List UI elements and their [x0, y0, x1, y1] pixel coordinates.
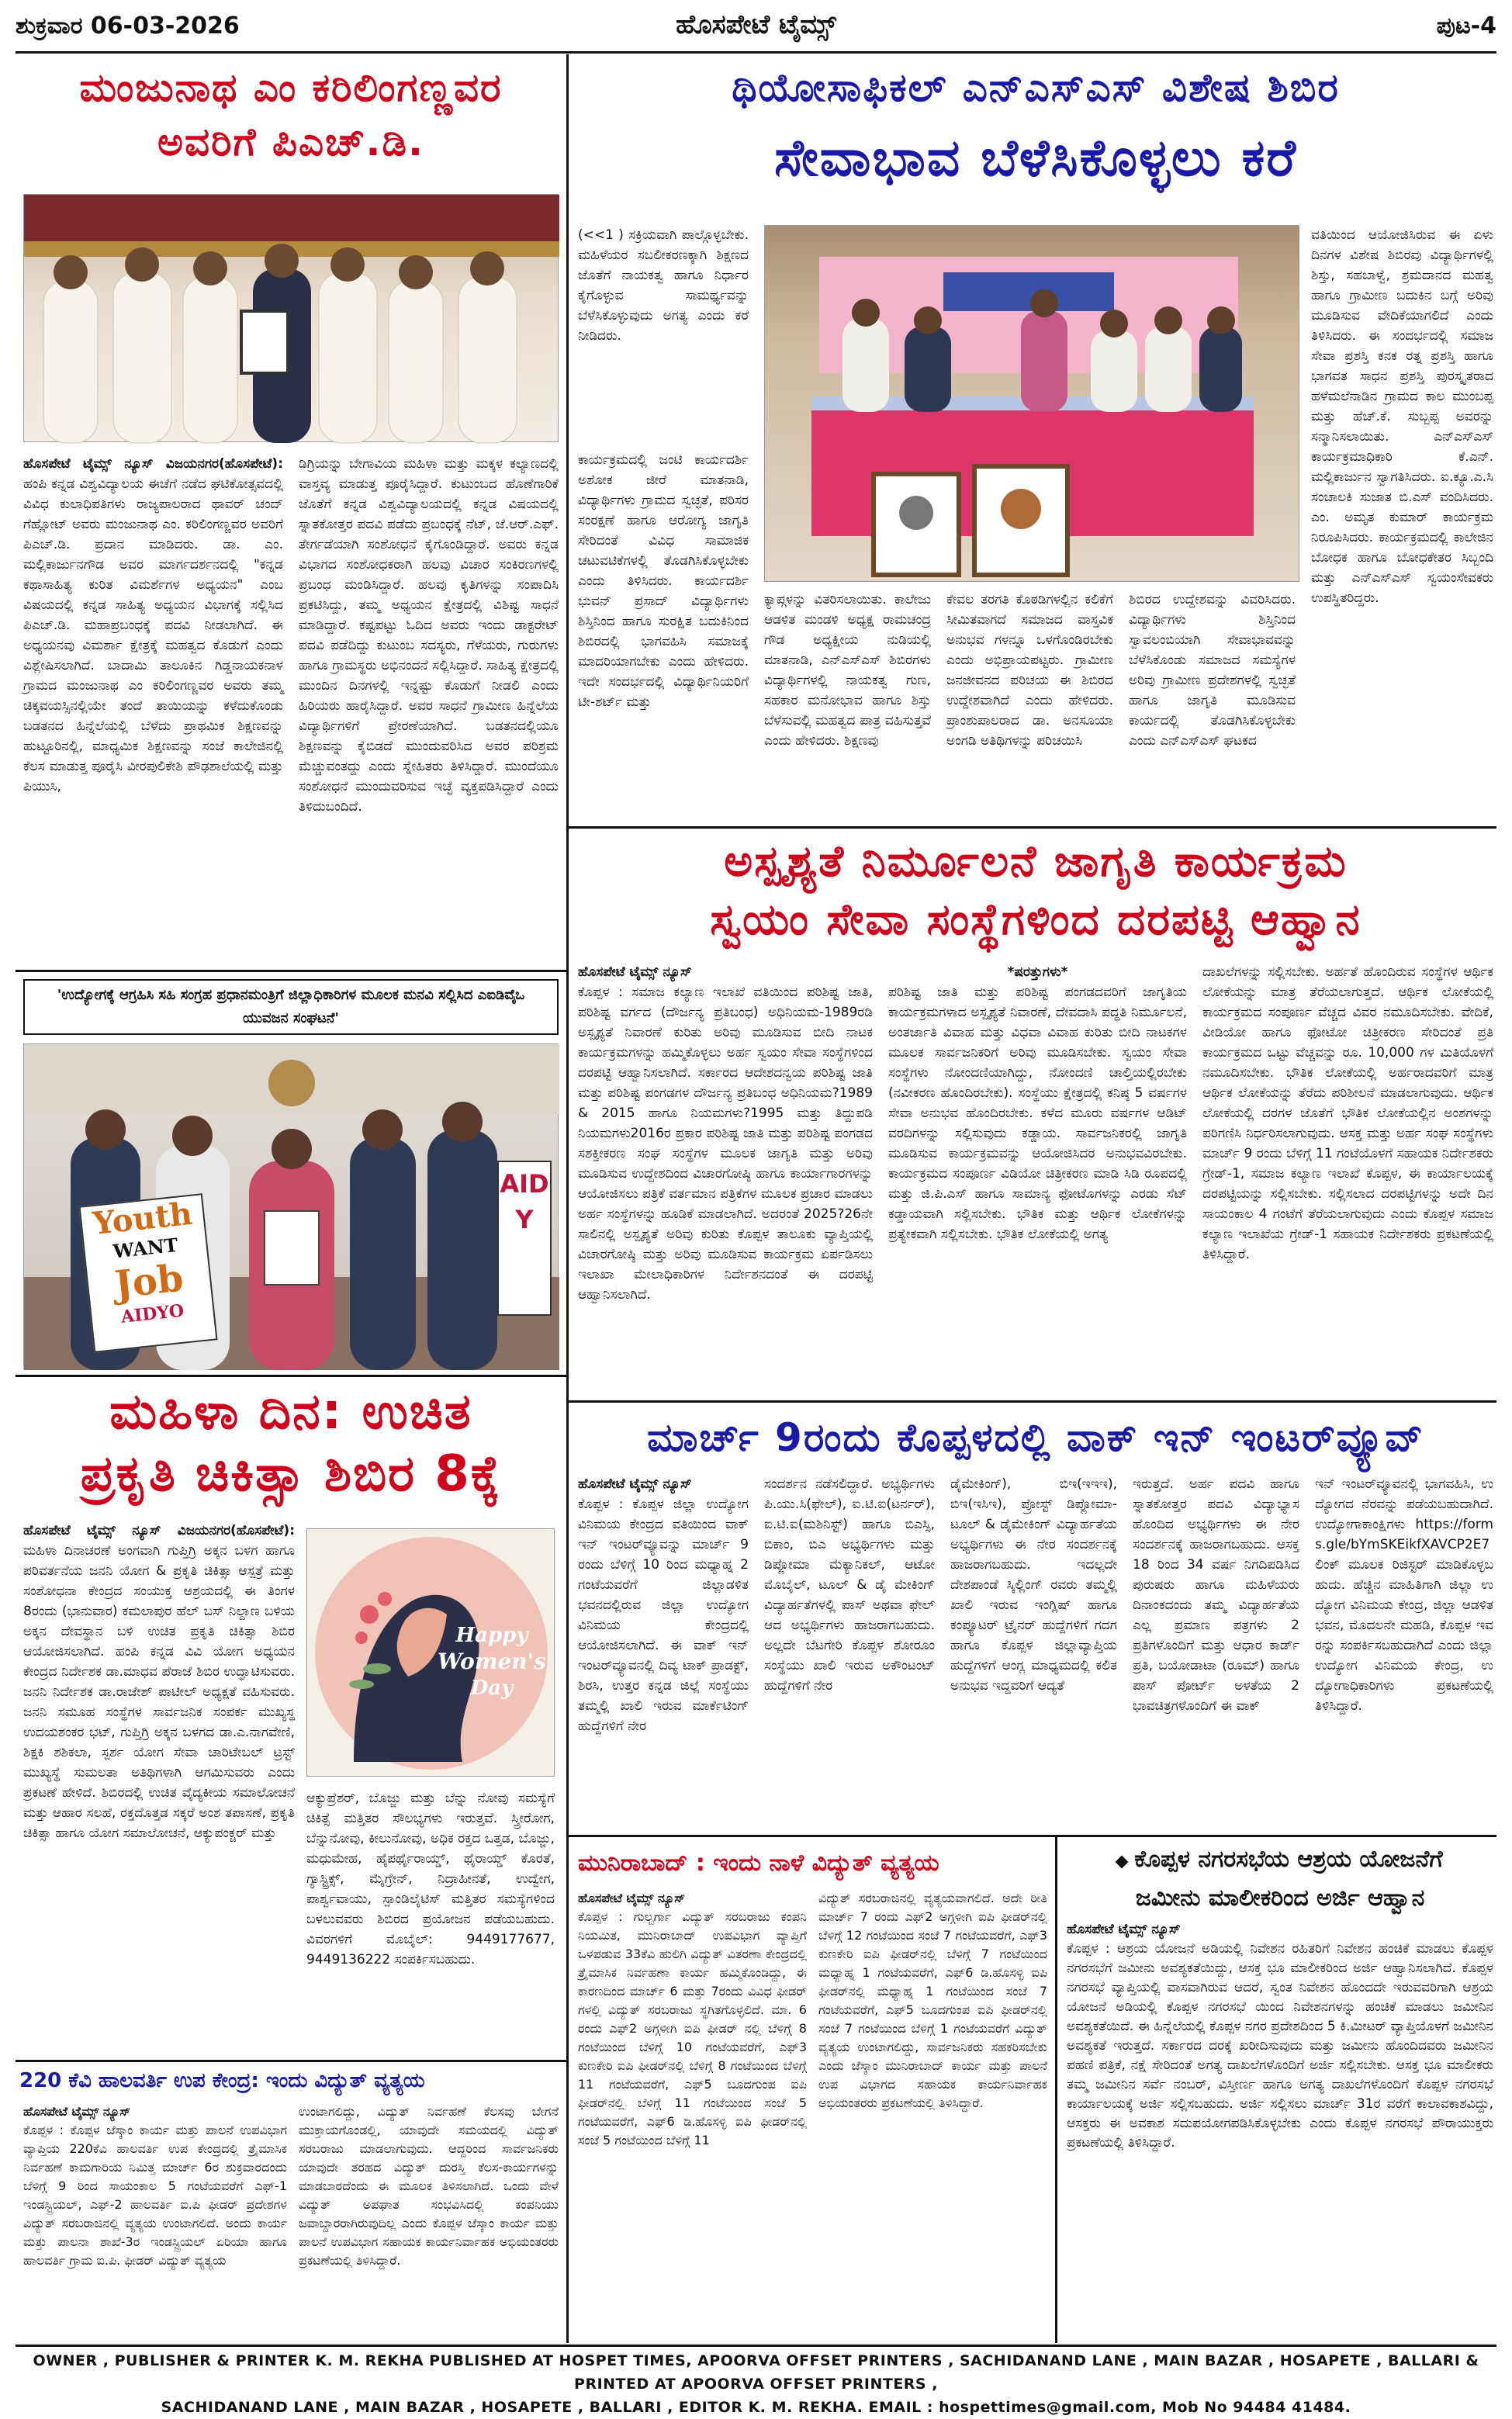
walkin-headline: ಮಾರ್ಚ್ 9ರಂದು ಕೊಪ್ಪಳದಲ್ಲಿ ವಾಕ್ ಇನ್ ಇಂಟರ್‌ವ್ಯೂವ್	[647, 1415, 1424, 1460]
phd-headline-2: ಅವರಿಗೆ ಪಿಎಚ್.ಡಿ.	[157, 119, 424, 164]
theosophical-lead: (<<1 ) ಸಕ್ರಿಯವಾಗಿ ಪಾಲ್ಗೊಳ್ಳಬೇಕು. ಮಹಿಳೆಯರ ಸಬಲೀಕರಣಕ್ಕಾಗಿ ಶಿಕ್ಷಣದ ಜೊತೆಗೆ ನಾಯಕತ್ವ ಹಾಗೂ ನಿರ್ಧಾರ ಕೈಗೊಳ್ಳುವ ಸಾಮರ್ಥ್ಯವನ್ನು ಬೆಳೆಸಿಕೊಳ್ಳುವುದು ಅಗತ್ಯ ಎಂದು ಕರೆ ನೀಡಿದರು.	[578, 227, 749, 344]
womens-day-card	[306, 1528, 555, 1777]
walkin-byline: ಹೊಸಪೇಟೆ ಟೈಮ್ಸ್ ನ್ಯೂಸ್	[578, 1476, 692, 1492]
munirabad-headline: ಮುನಿರಾಬಾದ್ : ಇಂದು ನಾಳೆ ವಿದ್ಯುತ್ ವ್ಯತ್ಯಯ	[578, 1850, 939, 1877]
youth-want-job-placard	[79, 1193, 218, 1353]
phd-story-col1	[23, 454, 283, 966]
theosophical-col1: ಕಾರ್ಯಕ್ರಮದಲ್ಲಿ ಜಂಟಿ ಕಾರ್ಯದರ್ಶಿ ಅಶೋಕ ಜೀರೆ ಮಾತನಾಡಿ, ವಿದ್ಯಾರ್ಥಿಗಳು ಗ್ರಾಮದ ಸ್ವಚ್ಛತೆ, ಪರಿಸರ ಸಂರಕ್ಷಣೆ ಹಾಗೂ ಆರೋಗ್ಯ ಜಾಗೃತಿ ಸೇರಿದಂತೆ ವಿವಿಧ ಸಾಮಾಜಿಕ ಚಟುವಟಿಕೆಗಳಲ್ಲಿ ತೊಡಗಿಸಿಕೊಳ್ಳಬೇಕು ಎಂದು ತಿಳಿಸಿದರು. ಕಾರ್ಯದರ್ಶಿ ಭುವನ್ ಪ್ರಸಾದ್ ವಿದ್ಯಾರ್ಥಿಗಳು ಶಿಸ್ತಿನಿಂದ ಹಾಗೂ ಸುರಕ್ಷಿತ ಬದುಕಿನಿಂದ ಶಿಬಿರದಲ್ಲಿ ಭಾಗವಹಿಸಿ ಸಮಾಜಕ್ಕೆ ಮಾದರಿಯಾಗಬೇಕು ಎಂದು ಹೇಳಿದರು. ಇದೇ ಸಂದರ್ಭದಲ್ಲಿ ವಿದ್ಯಾರ್ಥಿನಿಯರಿಗೆ ಟೀ-ಶರ್ಟ್ ಮತ್ತು	[578, 452, 749, 710]
phd-body-1: ಹಂಪಿ ಕನ್ನಡ ವಿಶ್ವವಿದ್ಯಾಲಯ ಈಚೆಗೆ ನಡೆದ ಘಟಿಕೋತ್ಸವದಲ್ಲಿ ವಿವಿಧ ಕುಲಾಧಿಪತಿಗಳು ರಾಜ್ಯಪಾಲರಾದ ಥಾವರ್ ಚಂದ್ ಗೆಹ್ಲೋಟ್ ಅವರು ಮಂಜುನಾಥ ಎಂ. ಕರಿಲಿಂಗಣ್ಣವರ ಅವರಿಗೆ ಪಿಎಚ್.ಡಿ. ಪ್ರದಾನ ಮಾಡಿದರು. ಡಾ. ಎಂ. ಮಲ್ಲಿಕಾರ್ಜುನಗೌಡ ಅವರ ಮಾರ್ಗದರ್ಶನದಲ್ಲಿ "ಕನ್ನಡ ಕಥಾಸಾಹಿತ್ಯ ಕುರಿತ ವಿಮರ್ಶೆಗಳ ಅಧ್ಯಯನ" ಎಂಬ ವಿಷಯದಲ್ಲಿ ಕನ್ನಡ ಸಾಹಿತ್ಯ ಅಧ್ಯಯನ ವಿಭಾಗಕ್ಕೆ ಸಲ್ಲಿಸಿದ ಪಿಎಚ್.ಡಿ. ಮಹಾಪ್ರಬಂಧಕ್ಕೆ ಪದವಿ ನೀಡಲಾಗಿದೆ. ಈ ಅಧ್ಯಯನವು ವಿಮರ್ಶಾ ಕ್ಷೇತ್ರಕ್ಕೆ ಮಹತ್ವದ ಕೊಡುಗೆ ಎಂದು ವಿಶ್ಲೇಷಿಸಲಾಗಿದೆ. ಬಾದಾಮಿ ತಾಲೂಕಿನ ಗಿಡ್ಡನಾಯಕನಾಳ ಗ್ರಾಮದ ಮಂಜುನಾಥ ಎಂ ಕರಿಲಿಂಗಣ್ಣವರ ಅವರು ತಮ್ಮ ಚಿಕ್ಕವಯಸ್ಸಿನಲ್ಲಿಯೇ ತಂದೆ ತಾಯಿಯನ್ನು ಕಳೆದುಕೊಂಡು ಬಡತನದ ಹಿನ್ನೆಲೆಯಲ್ಲಿ ಬೆಳೆದು ಪ್ರಾಥಮಿಕ ಶಿಕ್ಷಣವನ್ನು ಹುಟ್ಟೂರಿನಲ್ಲಿ, ಮಾಧ್ಯಮಿಕ ಶಿಕ್ಷಣವನ್ನು ಸಂಜೆ ಕಾಲೇಜಿನಲ್ಲಿ ಕೆಲಸ ಮಾಡುತ್ತ ಪೂರೈಸಿ ವೀರಪುಲಿಕೇಶಿ ಪೌಢಶಾಲೆಯಲ್ಲಿ ಮತ್ತು ಪಿಯುಸಿ,	[23, 476, 283, 794]
untouch-col1	[578, 962, 873, 1396]
untouch-col2	[888, 962, 1187, 1396]
theosophical-col5: ವತಿಯಿಂದ ಆಯೋಜಿಸಿರುವ ಈ ಏಳು ದಿನಗಳ ವಿಶೇಷ ಶಿಬಿರವು ವಿದ್ಯಾರ್ಥಿಗಳಲ್ಲಿ ಶಿಸ್ತು, ಸಹಬಾಳ್ವೆ, ಶ್ರಮದಾನದ ಮಹತ್ವ ಹಾಗೂ ಗ್ರಾಮೀಣ ಬದುಕಿನ ಬಗ್ಗೆ ಅರಿವು ಮೂಡಿಸುವ ವೇದಿಕೆಯಾಗಲಿದೆ ಎಂದು ತಿಳಿಸಿದರು. ಈ ಸಂದರ್ಭದಲ್ಲಿ ಸಮಾಜ ಸೇವಾ ಪ್ರಶಸ್ತಿ ಕನಕ ರತ್ನ ಪ್ರಶಸ್ತಿ ಹಾಗೂ ಭಾಗವತ ಸಾಧನ ಪ್ರಶಸ್ತಿ ಪುರಸ್ಕೃತರಾದ ಹಳೆಮಲೆನಾಡಿನ ಗ್ರಾಮದ ಕಾಲ ಮುಂಬಪ್ಪ ಮತ್ತು ಹೆಚ್.ಕೆ. ಸುಬ್ಬಪ್ಪ ಅವರನ್ನು ಸನ್ಮಾನಿಸಲಾಯಿತು. ಎನ್ಎಸ್ಎಸ್ ಕಾರ್ಯಕ್ರಮಾಧಿಕಾರಿ ಕೆ.ಎನ್. ಮಲ್ಲಿಕಾರ್ಜುನ ಸ್ವಾಗತಿಸಿದರು. ಐ.ಕ್ಯೂ.ಎ.ಸಿ ಸಂಚಾಲಕಿ ಸುಜಾತ ಬಿ.ಎಸ್ ವಂದಿಸಿದರು. ಎಂ. ಅಮೃತ ಕುಮಾರ್ ಕಾರ್ಯಕ್ರಮ ನಿರೂಪಿಸಿದರು. ಕಾರ್ಯಕ್ರಮದಲ್ಲಿ ಕಾಲೇಜಿನ ಬೋಧಕ ಹಾಗೂ ಬೋಧಕೇತರ ಸಿಬ್ಬಂದಿ ಮತ್ತು ಎನ್ಎಸ್ಎಸ್ ಸ್ವಯಂಸೇವಕರು ಉಪಸ್ಥಿತರಿದ್ದರು.	[1311, 227, 1493, 606]
theosophical-headline-1: ಥಿಯೋಸಾಫಿಕಲ್ ಎನ್ಎಸ್ಎಸ್ ವಿಶೇಷ ಶಿಬಿರ	[732, 65, 1340, 110]
womensday-col2: ಆಕ್ಯುಪ್ರೆಶರ್, ಬೊಜ್ಜು ಮತ್ತು ಬೆನ್ನು ನೋವು ಸಮಸ್ಯೆಗೆ ಚಿಕಿತ್ಸೆ ಮತ್ತಿತರ ಸೌಲಭ್ಯಗಳು ಇರುತ್ತವೆ. ಸ್ತ್ರೀರೋಗ, ಬೆನ್ನುನೋವು, ಕೀಲುನೋವು, ಅಧಿಕ ರಕ್ತದ ಒತ್ತಡ, ಬೊಜ್ಜು, ಮಧುಮೇಹ, ಹೈಪರ್ಥೈರಾಯ್ಡ್, ಥೈರಾಯ್ಡ್ ಕೊರತೆ, ಗ್ಯಾಸ್ಟ್ರಿಕ್ಸ್, ಮೈಗ್ರೇನ್, ನಿದ್ರಾಹೀನತೆ, ಉದ್ವೇಗ, ಪಾರ್ಶ್ವವಾಯು, ಸ್ಪಾಂಡಿಲೈಟಿಸ್ ಮತ್ತಿತರ ಸಮಸ್ಯೆಗಳಿಂದ ಬಳಲುವವರು ಶಿಬಿರದ ಪ್ರಯೋಜನ ಪಡೆಯಬಹುದು. ವಿವರಗಳಿಗೆ ಮೊಬೈಲ್: 9449177677, 9449136222 ಸಂಪರ್ಕಿಸಬಹುದು.	[306, 1791, 555, 1967]
walkin-col2: ಸಂದರ್ಶನ ನಡೆಸಲಿದ್ದಾರೆ. ಅಭ್ಯರ್ಥಿಗಳು ಪಿ.ಯು.ಸಿ(ಫೇಲ್), ಐ.ಟಿ.ಐ(ಟರ್ನರ್), ಐ.ಟಿ.ಐ(ಮಶಿನಿಸ್ಟ್) ಹಾಗೂ ಬಿಎಸ್ಸಿ, ಬಿಕಾಂ, ಬಿಎ ಅಭ್ಯರ್ಥಿಗಳು ಮತ್ತು ಡಿಪ್ಲೋಮಾ ಮೆಕ್ಯಾನಿಕಲ್, ಆಟೋ ಮೊಬೈಲ್, ಟೂಲ್ & ಡೈ ಮೇಕಿಂಗ್ ವಿದ್ಯಾರ್ಹತೆಗಳಲ್ಲಿ ಪಾಸ್ ಅಥವಾ ಫೇಲ್ ಆದ ಅಭ್ಯರ್ಥಿಗಳು ಹಾಜರಾಗಬಹುದು. ಅಲ್ಲದೇ ಬೆಟಗೇರಿ ಕೊಪ್ಪಳ ಶೋರೂಂ ಸಂಸ್ಥೆಯು ಖಾಲಿ ಇರುವ ಅಕೌಂಟಂಟ್ ಹುದ್ದೆಗಳಿಗೆ ನೇರ	[764, 1476, 935, 1694]
aidyo-caption: 'ಉದ್ಯೋಗಕ್ಕೆ ಆಗ್ರಹಿಸಿ ಸಹಿ ಸಂಗ್ರಹ ಪ್ರಧಾನಮಂತ್ರಿಗೆ ಜಿಲ್ಲಾಧಿಕಾರಿಗಳ ಮೂಲಕ ಮನವಿ ಸಲ್ಲಿಸಿದ ಎಐಡಿವೈಒ ಯುವಜನ ಸಂಘಟನೆ'	[23, 979, 559, 1035]
theosophical-col2: ಕ್ಯಾಪ್ಗಳನ್ನು ವಿತರಿಸಲಾಯಿತು. ಕಾಲೇಜು ಆಡಳಿತ ಮಂಡಳಿ ಅಧ್ಯಕ್ಷ ರಾಮಚಂದ್ರ ಗೌಡ ಅಧ್ಯಕ್ಷೀಯ ನುಡಿಯಲ್ಲಿ ಮಾತನಾಡಿ, ಎನ್ಎಸ್ಎಸ್ ಶಿಬಿರಗಳು ವಿದ್ಯಾರ್ಥಿಗಳಲ್ಲಿ ನಾಯಕತ್ವ ಗುಣ, ಸಹಕಾರ ಮನೋಭಾವ ಹಾಗೂ ಶಿಸ್ತು ಬೆಳೆಸುವಲ್ಲಿ ಮಹತ್ವದ ಪಾತ್ರ ವಹಿಸುತ್ತವೆ ಎಂದು ಹೇಳಿದರು. ಶಿಕ್ಷಣವು	[764, 592, 931, 749]
column-divider-lower	[566, 1373, 569, 2343]
womensday-headline-2: ಪ್ರಕೃತಿ ಚಿಕಿತ್ಸಾ ಶಿಬಿರ 8ಕ್ಕೆ	[80, 1445, 502, 1503]
placard-side: AIDY	[497, 1161, 552, 1316]
theosophical-col4: ಶಿಬಿರದ ಉದ್ದೇಶವನ್ನು ವಿವರಿಸಿದರು. ವಿದ್ಯಾರ್ಥಿಗಳು ಶಿಸ್ತಿನಿಂದ ಸ್ವಾವಲಂಬಿಯಾಗಿ ಸೇವಾಭಾವವನ್ನು ಬೆಳೆಸಿಕೊಂಡು ಸಮಾಜದ ಸಮಸ್ಯೆಗಳ ಅರಿವು ಗ್ರಾಮೀಣ ಪ್ರದೇಶಗಳಲ್ಲಿ ಸ್ವಚ್ಛತೆ ಹಾಗೂ ಜಾಗೃತಿ ಮೂಡಿಸುವ ಕಾರ್ಯದಲ್ಲಿ ತೊಡಗಿಸಿಕೊಳ್ಳಬೇಕು ಎಂದು ಎನ್ಎಸ್ಎಸ್ ಘಟಕದ	[1129, 592, 1296, 749]
substation-headline: 220 ಕೆವಿ ಹಾಲವರ್ತಿ ಉಪ ಕೇಂದ್ರ: ಇಂದು ವಿದ್ಯುತ್ ವ್ಯತ್ಯಯ	[19, 2069, 425, 2092]
walkin-col1	[578, 1474, 749, 1831]
munirabad-byline: ಹೊಸಪೇಟೆ ಟೈಮ್ಸ್ ನ್ಯೂಸ್	[578, 1891, 685, 1905]
munirabad-col2: ವಿದ್ಯುತ್ ಸರಬರಾಜಿನಲ್ಲಿ ವ್ಯತ್ಯಯವಾಗಲಿದೆ. ಅದೇ ರೀತಿ ಮಾರ್ಚ್ 7 ರಂದು ಎಫ್2 ಅಗ್ಗಳೀಗಿ ಐಪಿ ಫೀಡರ್‌ನಲ್ಲಿ ಬೆಳಿಗ್ಗೆ 12 ಗಂಟೆಯಿಂದ ಸಂಜೆ 7 ಗಂಟೆಯವರೆಗೆ, ಎಫ್3 ಕುಣಕೇರಿ ಐಪಿ ಫೀಡರ್‌ನಲ್ಲಿ ಬೆಳಿಗ್ಗೆ 7 ಗಂಟೆಯಿಂದ ಮಧ್ಯಾಹ್ನ 1 ಗಂಟೆಯವರೆಗೆ, ಎಫ್6 ಡಿ.ಹೊಸಳ್ಳಿ ಐಪಿ ಫೀಡರ್‌ನಲ್ಲಿ ಮಧ್ಯಾಹ್ನ 1 ಗಂಟೆಯಿಂದ ಸಂಜೆ 7 ಗಂಟೆಯವರೆಗೆ, ಎಫ್5 ಬೂದಗುಂಪ ಐಪಿ ಫೀಡರ್‌ನಲ್ಲಿ ಸಂಜೆ 7 ಗಂಟೆಯಿಂದ ಬೆಳಿಗ್ಗೆ 1 ಗಂಟೆಯವರೆಗೆ ವಿದ್ಯುತ್ ವ್ಯತ್ಯಯ ಉಂಟಾಗಲಿದ್ದು, ಸಾರ್ವಜನಿಕರು ಸಹಕರಿಸಬೇಕು ಎಂದು ಜೆಸ್ಕಾಂ ಮುನಿರಾಬಾದ್ ಕಾರ್ಯ ಮತ್ತು ಪಾಲನೆ ಉಪ ವಿಭಾಗದ ಸಹಾಯಕ ಕಾರ್ಯನಿರ್ವಾಹಕ ಅಭಿಯಂತರರು ಪ್ರಕಟಣೆಯಲ್ಲಿ ತಿಳಿಸಿದ್ದಾರೆ.	[818, 1891, 1047, 2110]
ashraya-headline-2: ಜಮೀನು ಮಾಲೀಕರಿಂದ ಅರ್ಜಿ ಆಹ್ವಾನ	[1135, 1884, 1425, 1912]
placard-job: Job	[112, 1256, 185, 1307]
rule-womensday	[16, 2060, 566, 2062]
ashraya-body	[1067, 1920, 1493, 2343]
substation-byline: ಹೊಸಪೇಟೆ ಟೈಮ್ಸ್ ನ್ಯೂಸ್	[23, 2104, 130, 2119]
walkin-col3: ಡೈಮೇಕಿಂಗ್), ಬಿಇ(ಇಇಇ), ಬಿಇ(ಇಸಿಇ), ಪ್ರೋಸ್ಟ್ ಡಿಪ್ಲೋಮಾ-ಟೂಲ್ & ಡೈಮೇಕಿಂಗ್ ವಿದ್ಯಾರ್ಹತೆಯ ಅಭ್ಯರ್ಥಿಗಳು ಈ ನೇರ ಸಂದರ್ಶನಕ್ಕೆ ಹಾಜರಾಗಬಹುದು. ಇದಲ್ಲದೇ ದೇಶಪಾಂಡೆ ಸ್ಕಿಲ್ಲಿಂಗ್ ರವರು ತಮ್ಮಲ್ಲಿ ಖಾಲಿ ಇರುವ ಇಂಗ್ಲಿಷ್ ಹಾಗೂ ಕಂಪ್ಯೂಟರ್ ಟ್ರೈನರ್ ಹುದ್ದೆಗಳಿಗೆ ಗದಗ ಹಾಗೂ ಕೊಪ್ಪಳ ಜಿಲ್ಲಾವ್ಯಾಪ್ತಿಯ ಹುದ್ದೆಗಳಿಗೆ ಆಂಗ್ಲ ಮಾಧ್ಯಮದಲ್ಲಿ ಕಲಿತ ಅನುಭವ ಇದ್ದವರಿಗೆ ಆದ್ಯತೆ	[950, 1476, 1117, 1694]
masthead	[16, 8, 1496, 48]
phd-headline-1: ಮಂಜುನಾಥ ಎಂ ಕರಿಲಿಂಗಣ್ಣವರ	[79, 65, 503, 110]
womensday-byline: ಹೊಸಪೇಟೆ ಟೈಮ್ಸ್ ನ್ಯೂಸ್ ವಿಜಯನಗರ(ಹೊಸಪೇಟೆ):	[23, 1523, 295, 1538]
lower-right-divider	[1055, 1837, 1057, 2343]
card-line-day: Day	[470, 1677, 514, 1700]
untouch-col3: ದಾಖಲೆಗಳನ್ನು ಸಲ್ಲಿಸಬೇಕು. ಅರ್ಹತೆ ಹೊಂದಿರುವ ಸಂಸ್ಥೆಗಳ ಆರ್ಥಿಕ ಲೋಕೆಯನ್ನು ಮಾತ್ರ ತೆರೆಯಲಾಗುತ್ತದೆ. ಆರ್ಥಿಕ ಲೋಕೆಯಲ್ಲಿ ಕಾರ್ಯಕ್ರಮದ ಸಂಪೂರ್ಣ ವೆಚ್ಚದ ವಿವರ ನಮೂದಿಸಬೇಕು. ವೇದಿಕೆ, ವೀಡಿಯೋ ಹಾಗೂ ಫೋಟೋ ಚಿತ್ರೀಕರಣ ಸೇರಿದಂತೆ ಪ್ರತಿ ಕಾರ್ಯಕ್ರಮದ ಒಟ್ಟು ವೆಚ್ಚವನ್ನು ರೂ. 10,000 ಗಳ ಮಿತಿಯೊಳಗೆ ನಮೂದಿಸಬೇಕು. ಭೌತಿಕ ಲೋಕೆಯಲ್ಲಿ ಅರ್ಹರಾದವರಿಗೆ ಮಾತ್ರ ಆರ್ಥಿಕ ಲೋಕೆಯನ್ನು ತೆರೆದು ಪರಿಶೀಲನೆ ಮಾಡಲಾಗುವುದು. ಆರ್ಥಿಕ ಲೋಕೆಯಲ್ಲಿ ದರಗಳ ಜೊತೆಗೆ ಭೌತಿಕ ಲೋಕೆಯಲ್ಲಿನ ಅಂಶಗಳನ್ನು ಪರಿಗಣಿಸಿ ನಿರ್ಧರಿಸಲಾಗುವುದು. ಆಸಕ್ತ ಮತ್ತು ಅರ್ಹ ಸಂಘ ಸಂಸ್ಥೆಗಳು ಮಾರ್ಚ್ 9 ರಂದು ಬೆಳಿಗ್ಗೆ 11 ಗಂಟೆಯೊಳಗೆ ಸಹಾಯಕ ನಿರ್ದೇಶಕರು ಗ್ರೇಡ್-1, ಸಮಾಜ ಕಲ್ಯಾಣ ಇಲಾಖೆ ಕೊಪ್ಪಳ, ಈ ಕಾರ್ಯಾಲಯಕ್ಕೆ ದರಪಟ್ಟಿಯನ್ನು ಸಲ್ಲಿಸಬೇಕು. ಸಲ್ಲಿಸಲಾದ ದರಪಟ್ಟಿಗಳನ್ನು ಅದೇ ದಿನ ಸಾಯಂಕಾಲ 4 ಗಂಟೆಗೆ ತೆರೆಯಲಾಗುವುದು ಎಂದು ಕೊಪ್ಪಳ ಸಮಾಜ ಕಲ್ಯಾಣ ಇಲಾಖೆಯ ಗ್ರೇಡ್-1 ಸಹಾಯಕ ನಿರ್ದೇಶಕರು ಪ್ರಕಟಣೆಯಲ್ಲಿ ತಿಳಿಸಿದ್ದಾರೆ.	[1202, 964, 1493, 1262]
untouch-body-2: ಪರಿಶಿಷ್ಟ ಜಾತಿ ಮತ್ತು ಪರಿಶಿಷ್ಟ ಪಂಗಡದವರಿಗೆ ಜಾಗೃತಿಯ ಕಾರ್ಯಕ್ರಮಗಳಾದ ಅಸ್ಪೃಶ್ಯತೆ ನಿವಾರಣೆ, ದೇವದಾಸಿ ಪದ್ಧತಿ ನಿರ್ಮೂಲನೆ, ಅಂತರ್ಜಾತಿ ವಿವಾಹ ಮತ್ತು ವಿಧವಾ ವಿವಾಹ ಕುರಿತು ಬೀದಿ ನಾಟಕಗಳ ಮೂಲಕ ಸಾರ್ವಜನಿಕರಿಗೆ ಅರಿವು ಮೂಡಿಸಬೇಕು. ಸ್ವಯಂ ಸೇವಾ ಸಂಸ್ಥೆಗಳು ನೋಂದಣಿಯಾಗಿದ್ದು, ನೋಂದಣಿ ಚಾಲ್ತಿಯಲ್ಲಿರಬೇಕು (ನವೀಕರಣ ಹೊಂದಿರಬೇಕು). ಸಂಸ್ಥೆಯು ಕ್ಷೇತ್ರದಲ್ಲಿ ಕನಿಷ್ಠ 5 ವರ್ಷಗಳ ಸೇವಾ ಅನುಭವ ಹೊಂದಿರಬೇಕು. ಕಳೆದ ಮೂರು ವರ್ಷಗಳ ಆಡಿಟ್ ವರದಿಗಳನ್ನು ಸಲ್ಲಿಸುವುದು ಕಡ್ಡಾಯ. ಸಾರ್ವಜನಿಕರಲ್ಲಿ ಜಾಗೃತಿ ಮೂಡಿಸುವ ಕಾರ್ಯಕ್ರಮವನ್ನು ಆಯೋಜಿಸಿದರ ಅನುಭವವಿರಬೇಕು. ಕಾರ್ಯಕ್ರಮದ ಸಂಪೂರ್ಣ ವಿಡಿಯೋ ಚಿತ್ರೀಕರಣ ಮಾಡಿ ಸಿಡಿ ರೂಪದಲ್ಲಿ ಮತ್ತು ಜಿ.ಪಿ.ಎಸ್ ಹಾಗೂ ಸಾಮಾನ್ಯ ಫೋಟೊಗಳನ್ನು ಎರಡು ಸೆಟ್ ಕಡ್ಡಾಯವಾಗಿ ಸಲ್ಲಿಸಬೇಕು. ಭೌತಿಕ ಮತ್ತು ಆರ್ಥಿಕ ಲೋಕೆಗಳನ್ನು ಪ್ರತ್ಯೇಕವಾಗಿ ಸಲ್ಲಿಸಬೇಕು. ಭೌತಿಕ ಲೋಕೆಯಲ್ಲಿ ಅಗತ್ಯ	[888, 985, 1187, 1242]
walkin-body-1: ಕೊಪ್ಪಳ : ಕೊಪ್ಪಳ ಜಿಲ್ಲಾ ಉದ್ಯೋಗ ವಿನಿಮಯ ಕೇಂದ್ರದ ವತಿಯಿಂದ ವಾಕ್ ಇನ್ ಇಂಟರ್‌ವ್ಯೂವನ್ನು ಮಾರ್ಚ್ 9 ರಂದು ಬೆಳಿಗ್ಗೆ 10 ರಿಂದ ಮಧ್ಯಾಹ್ನ 2 ಗಂಟೆಯವರೆಗೆ ಜಿಲ್ಲಾಡಳಿತ ಭವನದಲ್ಲಿರುವ ಜಿಲ್ಲಾ ಉದ್ಯೋಗ ವಿನಿಮಯ ಕೇಂದ್ರದಲ್ಲಿ ಆಯೋಜಿಸಲಾಗಿದೆ. ಈ ವಾಕ್ ಇನ್ ಇಂಟರ್‌ವ್ಯೂವನಲ್ಲಿ ದಿವ್ಯ ಟಾಕ್ ಪ್ರಾಡಕ್ಟ್, ಶಿರಸಿ, ಉತ್ತರ ಕನ್ನಡ ಜಿಲ್ಲೆ ಸಂಸ್ಥೆಯು ತಮ್ಮಲ್ಲಿ ಖಾಲಿ ಇರುವ ಮಾರ್ಕೆಟಿಂಗ್ ಹುದ್ದೆಗಳಿಗೆ ನೇರ	[578, 1497, 749, 1734]
untouch-headline-1: ಅಸ್ಪೃಶ್ಯತೆ ನಿರ್ಮೂಲನೆ ಜಾಗೃತಿ ಕಾರ್ಯಕ್ರಮ	[724, 836, 1348, 887]
theosophical-headline-2: ಸೇವಾಭಾವ ಬೆಳೆಸಿಕೊಳ್ಳಲು ಕರೆ	[774, 128, 1297, 188]
substation-body-1: ಕೊಪ್ಪಳ : ಕೊಪ್ಪಳ ಜೆಸ್ಕಾಂ ಕಾರ್ಯ ಮತ್ತು ಪಾಲನೆ ಉಪವಿಭಾಗ ವ್ಯಾಪ್ತಿಯ 220ಕೆವಿ ಹಾಲವರ್ತಿ ಉಪ ಕೇಂದ್ರದಲ್ಲಿ ತ್ರೈಮಾಸಿಕ ನಿರ್ವಹಣೆ ಕಾಮಗಾರಿಯ ನಿಮಿತ್ತ ಮಾರ್ಚ್ 6ರ ಶುಕ್ರವಾರದಂದು ಬೆಳಿಗ್ಗೆ 9 ರಿಂದ ಸಾಯಂಕಾಲ 5 ಗಂಟೆಯವರೆಗೆ ಎಫ್-1 ಇಂಡಸ್ಟ್ರಿಯಲ್, ಎಫ್-2 ಹಾಲವರ್ತಿ ಐ.ಪಿ ಫೀಡರ್ ಪ್ರದೇಶಗಳ ವಿದ್ಯುತ್ ಸರಬರಾಜಿನಲ್ಲಿ ವ್ಯತ್ಯಯ ಉಂಟಾಗಲಿದೆ. ಅಂದು ಕಾರ್ಯ ಮತ್ತು ಪಾಲನಾ ಶಾಖೆ-3ರ ಇಂಡಸ್ಟ್ರಿಯಲ್ ಏರಿಯಾ ಹಾಗೂ ಹಾಲವರ್ತಿ ಗ್ರಾಮ ಐ.ಪಿ. ಫೀಡರ್ ವಿದ್ಯುತ್ ವ್ಯತ್ಯಯ	[23, 2123, 287, 2268]
imprint-footer	[16, 2349, 1496, 2416]
womensday-body-1: ಮಹಿಳಾ ದಿನಾಚರಣೆ ಅಂಗವಾಗಿ ಗುಪ್ತಿಗ್ರಿ ಅಕ್ಕನ ಬಳಗ ಹಾಗೂ ಪರಿವರ್ತನೆಯ ಜನನಿ ಯೋಗ & ಪ್ರಕೃತಿ ಚಿಕಿತ್ಸಾ ಆಸ್ಪತ್ರೆ ಮತ್ತು ಸಂಶೋಧನಾ ಕೇಂದ್ರದ ಸಂಯುಕ್ತ ಆಶ್ರಯದಲ್ಲಿ ಈ ತಿಂಗಳ 8ರಂದು (ಭಾನುವಾರ) ಕಮಲಾಪುರ ಹೆಲ್ ಬಸ್ ನಿಲ್ದಾಣ ಬಳಿಯ ಅಕ್ಕನ ದೇವಸ್ಥಾನ ಬಳಿ ಉಚಿತ ಪ್ರಕೃತಿ ಚಿಕಿತ್ಸಾ ಶಿಬಿರ ಆಯೋಜಿಸಲಾಗಿದೆ. ಹಂಪಿ ಕನ್ನಡ ವಿವಿ ಯೋಗ ಅಧ್ಯಯನ ಕೇಂದ್ರದ ನಿರ್ದೇಶಕ ಡಾ.ಮಾಧವ ಪೆರಾಜೆ ಶಿಬಿರ ಉದ್ಘಾಟಿಸುವರು. ಜನನಿ ನಿರ್ದೇಶಕ ಡಾ.ರಾಜೇಶ್ ಪಾಟೀಲ್ ಅಧ್ಯಕ್ಷತೆ ವಹಿಸುವರು. ಜನನಿ ಸಮೂಹ ಸಂಸ್ಥೆಗಳ ಸಾರ್ವಜನಿಕ ಸಂಪರ್ಕ ಮುಖ್ಯಸ್ಥ ಉದಯಶಂಕರ ಭಟ್, ಗುಪ್ತಿಗ್ರಿ ಅಕ್ಕನ ಬಳಗದ ಡಾ.ಎ.ನಾಗವೇಣಿ, ಶಿಕ್ಷಕಿ ಶಶಿಕಲಾ, ಸ್ಪರ್ಶ ಯೋಗ ಸೇವಾ ಚಾರಿಟೇಬಲ್ ಟ್ರಸ್ಟ್ ಮುಖ್ಯಸ್ಥೆ ಸುಮಲತಾ ಅತಿಥಿಗಳಾಗಿ ಆಗಮಿಸುವರು ಎಂದು ಪ್ರಕಟಣೆ ಹೇಳಿದೆ. ಶಿಬಿರದಲ್ಲಿ ಉಚಿತ ವೈದ್ಯಕೀಯ ಸಮಾಲೋಚನೆ ಮತ್ತು ಆಹಾರ ಸಲಹೆ, ರಕ್ತದೊತ್ತಡ ಸಕ್ಕರೆ ಅಂಶ ತಪಾಸಣೆ, ಪ್ರಕೃತಿ ಚಿಕಿತ್ಸಾ ಹಾಗೂ ಯೋಗ ಸಮಾಲೋಚನೆ, ಆಕ್ಯುಪಂಕ್ಚರ್ ಮತ್ತು	[23, 1543, 295, 1841]
page-number: ಪುಟ-4	[1436, 12, 1496, 40]
womensday-headline-1: ಮಹಿಳಾ ದಿನ: ಉಚಿತ	[109, 1383, 472, 1441]
substation-col2: ಉಂಟಾಗಲಿದ್ದು, ವಿದ್ಯುತ್ ನಿರ್ವಹಣೆ ಕೆಲಸವು ಬೇಗನೆ ಮುಕ್ತಾಯಗೊಂಡಲ್ಲಿ, ಯಾವುದೇ ಸಮಯದಲ್ಲಿ ವಿದ್ಯುತ್ ಸರಬರಾಜು ಮಾಡಲಾಗುವುದು. ಆದ್ದರಿಂದ ಸಾರ್ವಜನಿಕರು ಯಾವುದೇ ತರಹದ ವಿದ್ಯುತ್ ದುರಸ್ತಿ ಕೆಲಸ-ಕಾರ್ಯಗಳನ್ನು ಮಾಡಬಾರದೆಂದು ಈ ಮೂಲಕ ತಿಳಿಸಲಾಗಿದೆ. ಒಂದು ವೇಳೆ ವಿದ್ಯುತ್ ಅಪಘಾತ ಸಂಭವಿಸಿದಲ್ಲಿ ಕಂಪನಿಯು ಜವಾಬ್ದಾರರಾಗಿರುವುದಿಲ್ಲ ಎಂದು ಕೊಪ್ಪಳ ಜೆಸ್ಕಾಂ ಕಾರ್ಯ ಮತ್ತು ಪಾಲನೆ ಉಪವಿಭಾಗ ಸಹಾಯಕ ಕಾರ್ಯನಿರ್ವಾಹಕ ಅಭಿಯಂತರರು ಪ್ರಕಟಣೆಯಲ್ಲಿ ತಿಳಿಸಿದ್ದಾರೆ.	[299, 2104, 559, 2268]
footer-rule	[16, 2345, 1496, 2347]
walkin-col5: ಇನ್ ಇಂಟರ್‌ವ್ಯೂವನಲ್ಲಿ ಭಾಗವಹಿಸಿ, ಉದ್ಯೋಗದ ನೆರವನ್ನು ಪಡೆಯಬಹುದಾಗಿದೆ. ಉದ್ಯೋಗಾಕಾಂಕ್ಷಿಗಳು https://forms.gle/bYmSKEikfXAVCP2E7 ಲಿಂಕ್ ಮೂಲಕ ರಿಜಿಸ್ಟರ್ ಮಾಡಿಕೊಳ್ಳಬಹುದು. ಹೆಚ್ಚಿನ ಮಾಹಿತಿಗಾಗಿ ಜಿಲ್ಲಾ ಉದ್ಯೋಗ ವಿನಿಮಯ ಕೇಂದ್ರ, ಜಿಲ್ಲಾ ಆಡಳಿತ ಭವನ, ಮೊದಲನೇ ಮಹಡಿ, ಕೊಪ್ಪಳ ಇವರನ್ನು ಸಂಪರ್ಕಿಸಬಹುದಾಗಿದೆ ಎಂದು ಜಿಲ್ಲಾ ಉದ್ಯೋಗ ವಿನಿಮಯ ಕೇಂದ್ರ, ಉದ್ಯೋಗಾಧಿಕಾರಿಗಳು ಪ್ರಕಟಣೆಯಲ್ಲಿ ತಿಳಿಸಿದ್ದಾರೆ.	[1315, 1476, 1493, 1714]
rule-walkin	[566, 1835, 1496, 1837]
rule-aidyo	[16, 1375, 566, 1377]
rule-untouch	[566, 1400, 1496, 1403]
placard-want: WANT	[112, 1233, 179, 1263]
phd-story-col2: ಡಿಗ್ರಿಯನ್ನು ಬೇಗಾವಿಯ ಮಹಿಳಾ ಮತ್ತು ಮಕ್ಕಳ ಕಲ್ಯಾಣದಲ್ಲಿ ವಾಸ್ತವ್ಯ ಮಾಡುತ್ತ ಪೂರೈಸಿದ್ದಾರೆ. ಕುಟುಂಬದ ಹೊಣೆಗಾರಿಕೆ ಜೊತೆಗೆ ಕನ್ನಡ ವಿಶ್ವವಿದ್ಯಾಲಯದಲ್ಲಿ ಕನ್ನಡ ವಿಷಯದಲ್ಲಿ ಸ್ನಾತಕೋತ್ತರ ಪದವಿ ಪಡೆದು ಪ್ರಬಂಧಕ್ಕೆ ನೆಟ್, ಜೆ.ಆರ್.ಎಫ್. ತೇರ್ಗಡೆಯಾಗಿ ಸಂಶೋಧನೆ ಕೈಗೊಂಡಿದ್ದಾರೆ. ಅವರು ಕನ್ನಡ ವಿಭಾಗದ ಸಂಶೋಧಕರಾಗಿ ಹಲವು ವಿಚಾರ ಸಂಕಿರಣಗಳಲ್ಲಿ ಪ್ರಬಂಧ ಮಂಡಿಸಿದ್ದಾರೆ. ಹಲವು ಕೃತಿಗಳನ್ನು ಸಂಪಾದಿಸಿ ಪ್ರಕಟಿಸಿದ್ದು, ತಮ್ಮ ಅಧ್ಯಯನ ಕ್ಷೇತ್ರದಲ್ಲಿ ವಿಶಿಷ್ಟ ಸಾಧನೆ ಮಾಡಿದ್ದಾರೆ. ಕಷ್ಟಪಟ್ಟು ಓದಿದ ಅವರು ಇಂದು ಡಾಕ್ಟರೇಟ್ ಪದವಿ ಪಡೆದಿದ್ದು ಕುಟುಂಬ ಸದಸ್ಯರು, ಗೆಳೆಯರು, ಗುರುಗಳು ಹಾಗೂ ಗ್ರಾಮಸ್ಥರು ಅಭಿನಂದನೆ ಸಲ್ಲಿಸಿದ್ದಾರೆ. ಸಾಹಿತ್ಯ ಕ್ಷೇತ್ರದಲ್ಲಿ ಮುಂದಿನ ದಿನಗಳಲ್ಲಿ ಇನ್ನಷ್ಟು ಕೊಡುಗೆ ನೀಡಲಿ ಎಂದು ಹಿರಿಯರು ಹಾರೈಸಿದ್ದಾರೆ. ಅವರ ಸಾಧನೆ ಗ್ರಾಮೀಣ ಹಿನ್ನೆಲೆಯ ವಿದ್ಯಾರ್ಥಿಗಳಿಗೆ ಪ್ರೇರಣೆಯಾಗಿದೆ. ಬಡತನದಲ್ಲಿಯೂ ಶಿಕ್ಷಣವನ್ನು ಕೈಬಿಡದೆ ಮುಂದುವರಿಸಿದ ಅವರ ಪರಿಶ್ರಮ ಮೆಚ್ಚುವಂತದ್ದು ಎಂದು ಸ್ನೇಹಿತರು ತಿಳಿಸಿದ್ದಾರೆ. ಮುಂದೆಯೂ ಸಂಶೋಧನೆ ಮುಂದುವರಿಸುವ ಇಚ್ಛೆ ವ್ಯಕ್ತಪಡಿಸಿದ್ದಾರೆ ಎಂದು ತಿಳಿದುಬಂದಿದೆ.	[299, 456, 559, 815]
walkin-col4: ಇರುತ್ತದೆ. ಅರ್ಹ ಪದವಿ ಹಾಗೂ ಸ್ನಾತಕೋತ್ತರ ಪದವಿ ವಿದ್ಯಾಭ್ಯಾಸ ಹೊಂದಿದ ಅಭ್ಯರ್ಥಿಗಳು ಈ ನೇರ ಸಂದರ್ಶನಕ್ಕೆ ಹಾಜರಾಗಬಹುದು. ಆಸಕ್ತ 18 ರಿಂದ 34 ವರ್ಷ ನಿಗದಿಪಡಿಸಿದ ಪುರುಷರು ಹಾಗೂ ಮಹಿಳೆಯರು ದಿನಾಂಕದಂದು ತಮ್ಮ ವಿದ್ಯಾರ್ಹತೆಯ ಎಲ್ಲ ಪ್ರಮಾಣ ಪತ್ರಗಳು 2 ಪ್ರತಿಗಳೊಂದಿಗೆ ಮತ್ತು ಆಧಾರ ಕಾರ್ಡ್ ಪ್ರತಿ, ಬಯೋಡಾಟಾ (ರೂಮ್) ಹಾಗೂ ಪಾಸ್ ಪೋರ್ಟ್ ಅಳತೆಯ 2 ಭಾವಚಿತ್ರಗಳೊಂದಿಗೆ ಈ ವಾಕ್	[1133, 1476, 1299, 1714]
nss-stage-illustration	[765, 226, 1300, 583]
munirabad-body-1: ಕೊಪ್ಪಳ : ಗುಲ್ಬರ್ಗಾ ವಿದ್ಯುತ್ ಸರಬರಾಜು ಕಂಪನಿ ನಿಯಮಿತ, ಮುನಿರಾಬಾದ್ ಉಪವಿಭಾಗ ವ್ಯಾಪ್ತಿಗೆ ಒಳಪಡುವ 33ಕೆವಿ ಹುಲಿಗಿ ವಿದ್ಯುತ್ ವಿತರಣಾ ಕೇಂದ್ರದಲ್ಲಿ ತ್ರೈಮಾಸಿಕ ನಿರ್ವಹಣಾ ಕಾರ್ಯ ಹಮ್ಮಿಕೊಂಡಿದ್ದು, ಈ ಕಾರಣದಿಂದ ಮಾರ್ಚ್ 6 ಮತ್ತು 7ರಂದು ವಿವಿಧ ಫೀಡರ್ ಗಳಲ್ಲಿ ವಿದ್ಯುತ್ ಸರಬರಾಜು ಸ್ಥಗಿತಗೊಳ್ಳಲಿದೆ. ಮಾ. 6 ರಂದು ಎಫ್2 ಅಗ್ಗಳೀಗಿ ಐಪಿ ಫೀಡರ್ ನಲ್ಲಿ ಬೆಳಿಗ್ಗೆ 8 ಗಂಟೆಯಿಂದ ಬೆಳಿಗ್ಗೆ 10 ಗಂಟೆಯವರೆಗೆ, ಎಫ್3 ಕುಣಕೇರಿ ಐಪಿ ಫೀಡರ್‌ನಲ್ಲಿ ಬೆಳಿಗ್ಗೆ 8 ಗಂಟೆಯಿಂದ ಬೆಳಿಗ್ಗೆ 11 ಗಂಟೆಯವರೆಗೆ, ಎಫ್5 ಬೂದಗುಂಪ ಐಪಿ ಫೀಡರ್‌ನಲ್ಲಿ ಬೆಳಿಗ್ಗೆ 11 ಗಂಟೆಯಿಂದ ಸಂಜೆ 5 ಗಂಟೆಯವರೆಗೆ, ಎಫ್6 ಡಿ.ಹೊಸಳ್ಳಿ ಐಪಿ ಫೀಡರ್‌ನಲ್ಲಿ ಸಂಜೆ 5 ಗಂಟೆಯಿಂದ ಬೆಳಿಗ್ಗೆ 11	[578, 1909, 807, 2147]
ashraya-headline-1-text: ಕೊಪ್ಪಳ ನಗರಸಭೆಯ ಆಶ್ರಯ ಯೋಜನೆಗೆ	[1134, 1846, 1443, 1873]
card-line-happy: Happy	[455, 1624, 528, 1647]
placard-aidyo: AIDYO	[119, 1300, 185, 1327]
womens-day-card-text	[438, 1622, 546, 1701]
phd-ceremony-photo	[23, 194, 559, 442]
placard-youth: Youth	[91, 1195, 194, 1242]
bullet-icon	[1116, 1856, 1129, 1869]
rule-theosophical	[566, 826, 1496, 829]
untouch-headline-2: ಸ್ವಯಂ ಸೇವಾ ಸಂಸ್ಥೆಗಳಿಂದ ದರಪಟ್ಟಿ ಆಹ್ವಾನ	[710, 895, 1361, 945]
rule-phd	[16, 970, 566, 972]
imprint-line-2: SACHIDANAND LANE , MAIN BAZAR , HOSAPETE , BALLARI , EDITOR K. M. REKHA. EMAIL : hospettimes@gmail.com, Mob No 94484 41484.	[161, 2399, 1351, 2416]
card-line-womens: Women's	[438, 1649, 546, 1674]
untouch-body-1: ಕೊಪ್ಪಳ : ಸಮಾಜ ಕಲ್ಯಾಣ ಇಲಾಖೆ ವತಿಯಿಂದ ಪರಿಶಿಷ್ಟ ಜಾತಿ, ಪರಿಶಿಷ್ಟ ವರ್ಗದ (ದೌರ್ಜನ್ಯ ಪ್ರತಿಬಂಧ) ಅಧಿನಿಯಮ-1989ರಡಿ ಅಸ್ಪೃಶ್ಯತೆ ನಿವಾರಣೆ ಕುರಿತು ಅರಿವು ಮೂಡಿಸುವ ಬೀದಿ ನಾಟಕ ಕಾರ್ಯಕ್ರಮಗಳನ್ನು ಹಮ್ಮಿಕೊಳ್ಳಲು ಅರ್ಹ ಸ್ವಯಂ ಸೇವಾ ಸಂಸ್ಥೆಗಳಿಂದ ದರಪಟ್ಟಿ ಆಹ್ವಾನಿಸಲಾಗಿದೆ. ಸರ್ಕಾರದ ಆದೇಶದನ್ವಯ ಪರಿಶಿಷ್ಟ ಜಾತಿ ಮತ್ತು ಪರಿಶಿಷ್ಟ ಪಂಗಡಗಳ ದೌರ್ಜನ್ಯ ಪ್ರತಿಬಂಧ ಅಧಿನಿಯಮ?1989 & 2015 ಹಾಗೂ ನಿಯಮಗಳು?1995 ಮತ್ತು ತಿದ್ದುಪಡಿ ನಿಯಮಗಳು2016ರ ಪ್ರಕಾರ ಪರಿಶಿಷ್ಟ ಜಾತಿ ಮತ್ತು ಪರಿಶಿಷ್ಟ ಪಂಗಡದ ಸಶಕ್ತೀಕರಣ ಸಂಘ ಸಂಸ್ಥೆಗಳ ಮೂಲಕ ಜಾಗೃತಿ ಮತ್ತು ಅರಿವು ಮೂಡಿಸುವ ಉದ್ದೇಶದಿಂದ ವಿಚಾರಗೋಷ್ಠಿ ಹಾಗೂ ಕಾರ್ಯಾಗಾರಗಳನ್ನು ಆಯೋಜಿಸಲು ಪತ್ರಿಕೆ ವರ್ತಮಾನ ಪತ್ರಿಕೆಗಳ ಮೂಲಕ ಪ್ರಚಾರ ಮಾಡಲು ಅರ್ಹ ಸಂಸ್ಥೆಗಳನ್ನು ಹೂಡಿಕೆ ಮಾಡಲಾಗಿದೆ. ಅದರಂತೆ 2025?26ನೇ ಸಾಲಿನಲ್ಲಿ ಅಸ್ಪೃಶ್ಯತೆ ಅರಿವು ಕುರಿತು ಕೊಪ್ಪಳ ತಾಲೂಕು ವ್ಯಾಪ್ತಿಯಲ್ಲಿ ವಿಚಾರಗೋಷ್ಠಿ ಮತ್ತು ಅರಿವು ಮೂಡಿಸುವ ಕಾರ್ಯಕ್ರಮ ಏರ್ಪಡಿಸಲು ಇಲಾಖಾ ಮೇಲಾಧಿಕಾರಿಗಳ ನಿರ್ದೇಶನದಂತೆ ಈ ದರಪಟ್ಟಿ ಆಹ್ವಾನಿಸಲಾಗಿದೆ.	[578, 985, 873, 1303]
ceremony-illustration	[24, 195, 559, 443]
nss-camp-photo	[764, 225, 1299, 582]
conditions-heading: *ಷರತ್ತುಗಳು*	[1007, 964, 1068, 980]
phd-byline: ಹೊಸಪೇಟೆ ಟೈಮ್ಸ್ ನ್ಯೂಸ್ ವಿಜಯನಗರ(ಹೊಸಪೇಟೆ):	[23, 456, 283, 472]
substation-col1	[23, 2102, 287, 2339]
untouch-byline: ಹೊಸಪೇಟೆ ಟೈಮ್ಸ್ ನ್ಯೂಸ್	[578, 964, 692, 980]
womensday-col1	[23, 1521, 295, 2056]
imprint-line-1: OWNER , PUBLISHER & PRINTER K. M. REKHA PUBLISHED AT HOSPET TIMES, APOORVA OFFSET PRINTERS , SACHIDANAND LANE , MAIN BAZAR , HOSAPETE , BALLARI & PRINTED AT APOORVA OFFSET PRINTERS ,	[33, 2352, 1479, 2393]
column-divider	[566, 54, 569, 1373]
ashraya-headline-1	[1067, 1843, 1493, 1877]
ashraya-body-text: ಕೊಪ್ಪಳ : ಆಶ್ರಯ ಯೋಜನೆ ಅಡಿಯಲ್ಲಿ ನಿವೇಶನ ರಹಿತರಿಗೆ ನಿವೇಶನ ಹಂಚಿಕೆ ಮಾಡಲು ಕೊಪ್ಪಳ ನಗರಸಭೆಗೆ ಜಮೀನು ಅವಶ್ಯಕತೆಯಿದ್ದು, ಆಸಕ್ತ ಭೂ ಮಾಲೀಕರಿಂದ ಅರ್ಜಿ ಆಹ್ವಾನಿಸಲಾಗಿದೆ. ಕೊಪ್ಪಳ ನಗರಸಭೆ ವ್ಯಾಪ್ತಿಯಲ್ಲಿ ವಾಸವಾಗಿರುವ ಆದರೆ, ಸ್ವಂತ ನಿವೇಶನ ಹೊಂದದೇ ಇರುವವರಿಗಾಗಿ ಆಶ್ರಯ ಯೋಜನೆ ಅಡಿಯಲ್ಲಿ ಕೊಪ್ಪಳ ನಗರಸಭೆ ಯಿಂದ ನಿವೇಶನಗಳನ್ನು ಹಂಚಿಕೆ ಮಾಡಲು ಜಮೀನಿನ ಅವಶ್ಯಕತೆಯಿದೆ. ಈ ಹಿನ್ನೆಲೆಯಲ್ಲಿ ಕೊಪ್ಪಳ ನಗರ ಪ್ರದೇಶದಿಂದ 5 ಕಿ.ಮೀಟರ್ ವ್ಯಾಪ್ತಿಯೊಳಗೆ ಜಮೀನಿನ ಅವಶ್ಯಕತೆ ಇರುತ್ತದೆ. ಸರ್ಕಾರದ ದರಕ್ಕೆ ಖರೀದಿಸುವುದು ಮತ್ತು ಜಮೀನು ಹೊಂದಿದವರು ಜಮೀನಿನ ಪಹಣಿ ಪತ್ರಿಕೆ, ನಕ್ಷೆ ಸೇರಿದಂತೆ ಅಗತ್ಯ ದಾಖಲೆಗಳೊಂದಿಗೆ ಅರ್ಜಿ ಸಲ್ಲಿಸಬೇಕು. ಆಸಕ್ತ ಭೂ ಮಾಲೀಕರು ತಮ್ಮ ಜಮೀನಿನ ಸರ್ವೆ ನಂಬರ್, ವಿಸ್ತೀರ್ಣ ಹಾಗೂ ಅಗತ್ಯ ದಾಖಲೆಗಳೊಂದಿಗೆ ಕೊಪ್ಪಳ ನಗರಸಭೆ ಕಾರ್ಯಾಲಯಕ್ಕೆ ಅರ್ಜಿ ಸಲ್ಲಿಸಬಹುದು. ಅರ್ಜಿ ಸಲ್ಲಿಸಲು ಮಾರ್ಚ್ 31ರ ವರೆಗೆ ಕಾಲಾವಕಾಶವಿದ್ದು, ಆಸಕ್ತರು ಈ ಅವಕಾಶ ಸದುಪಯೋಗಪಡಿಸಿಕೊಳ್ಳಬೇಕು ಎಂದು ಕೊಪ್ಪಳ ನಗರಸಭೆ ಪೌರಾಯುಕ್ತರು ಪ್ರಕಟಣೆಯಲ್ಲಿ ತಿಳಿಸಿದ್ದಾರೆ.	[1067, 1941, 1493, 2151]
aidyo-photo	[23, 1043, 559, 1369]
theosophical-col3: ಕೇವಲ ತರಗತಿ ಕೊಠಡಿಗಳಲ್ಲಿನ ಕಲಿಕೆಗೆ ಸೀಮಿತವಾಗದೆ ಸಮಾಜದ ವಾಸ್ತವಿಕ ಅನುಭವ ಗಳನ್ನೂ ಒಳಗೊಂಡಿರಬೇಕು ಎಂದು ಅಭಿಪ್ರಾಯಪಟ್ಟರು. ಗ್ರಾಮೀಣ ಜನಜೀವನದ ಪರಿಚಯ ಈ ಶಿಬಿರದ ಉದ್ದೇಶವಾಗಿದೆ ಎಂದು ಹೇಳಿದರು. ಪ್ರಾಂಶುಪಾಲರಾದ ಡಾ. ಅನಸೂಯಾ ಅಂಗಡಿ ಅತಿಥಿಗಳನ್ನು ಪರಿಚಯಿಸಿ	[946, 592, 1113, 749]
munirabad-col1	[578, 1889, 807, 2343]
issue-date: ಶುಕ್ರವಾರ 06-03-2026	[16, 12, 240, 40]
masthead-rule	[16, 51, 1496, 54]
newspaper-title: ಹೊಸಪೇಟೆ ಟೈಮ್ಸ್	[676, 9, 836, 40]
ashraya-byline: ಹೊಸಪೇಟೆ ಟೈಮ್ಸ್ ನ್ಯೂಸ್	[1067, 1922, 1181, 1937]
